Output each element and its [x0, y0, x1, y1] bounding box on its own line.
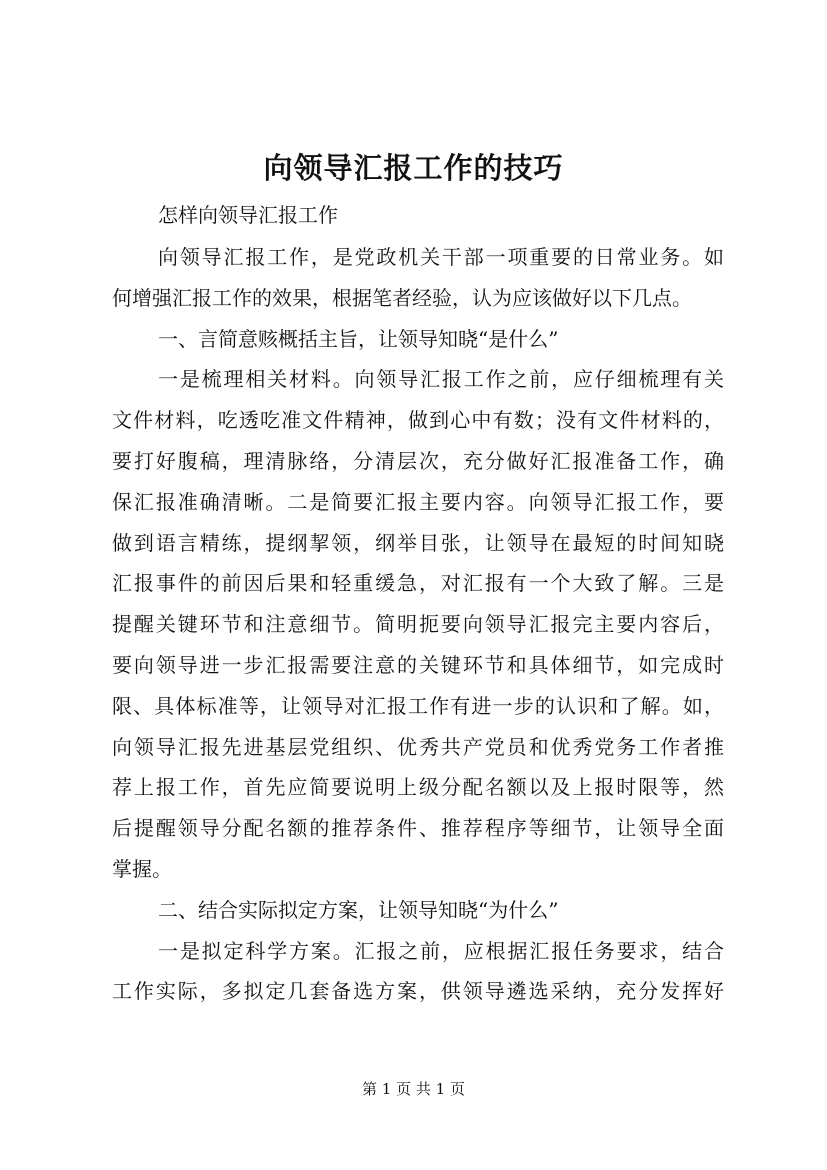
paragraph-line: 限、具体标准等，让领导对汇报工作有进一步的认识和了解。如，	[112, 693, 724, 718]
document-title: 向领导汇报工作的技巧	[263, 151, 564, 185]
paragraph-line: 文件材料，吃透吃准文件精神，做到心中有数；没有文件材料的，	[112, 408, 724, 433]
paragraph-line: 工作实际，多拟定几套备选方案，供领导遴选采纳，充分发挥好	[112, 979, 724, 1004]
paragraph-line: 做到语言精练，提纲挈领，纲举目张，让领导在最短的时间知晓	[112, 530, 724, 555]
paragraph-line: 要打好腹稿，理清脉络，分清层次，充分做好汇报准备工作，确	[112, 448, 724, 473]
paragraph-line: 荐上报工作，首先应简要说明上级分配名额以及上报时限等，然	[112, 775, 724, 800]
paragraph-line: 汇报事件的前因后果和轻重缓急，对汇报有一个大致了解。三是	[112, 571, 724, 596]
paragraph-line: 后提醒领导分配名额的推荐条件、推荐程序等细节，让领导全面	[112, 816, 724, 841]
paragraph-line: 提醒关键环节和注意细节。简明扼要向领导汇报完主要内容后，	[112, 612, 724, 637]
section-heading: 一、言简意赅概括主旨，让领导知晓“是什么”	[158, 326, 559, 351]
page-footer: 第 1 页 共 1 页	[362, 1080, 465, 1098]
paragraph-line: 向领导汇报工作，是党政机关干部一项重要的日常业务。如	[158, 245, 724, 269]
paragraph-line: 保汇报准确清晰。二是简要汇报主要内容。向领导汇报工作，要	[112, 489, 724, 514]
section-heading: 二、结合实际拟定方案，让领导知晓“为什么”	[158, 897, 559, 922]
paragraph-line: 一是拟定科学方案。汇报之前，应根据汇报任务要求，结合	[158, 938, 724, 963]
paragraph-line: 向领导汇报先进基层党组织、优秀共产党员和优秀党务工作者推	[112, 734, 724, 759]
document-body	[112, 237, 724, 1012]
paragraph-line: 一是梳理相关材料。向领导汇报工作之前，应仔细梳理有关	[158, 367, 724, 392]
paragraph-line: 要向领导进一步汇报需要注意的关键环节和具体细节，如完成时	[112, 652, 724, 677]
paragraph-line: 掌握。	[112, 856, 172, 881]
document-subtitle: 怎样向领导汇报工作	[158, 203, 338, 227]
paragraph-line: 何增强汇报工作的效果，根据笔者经验，认为应该做好以下几点。	[112, 285, 692, 310]
